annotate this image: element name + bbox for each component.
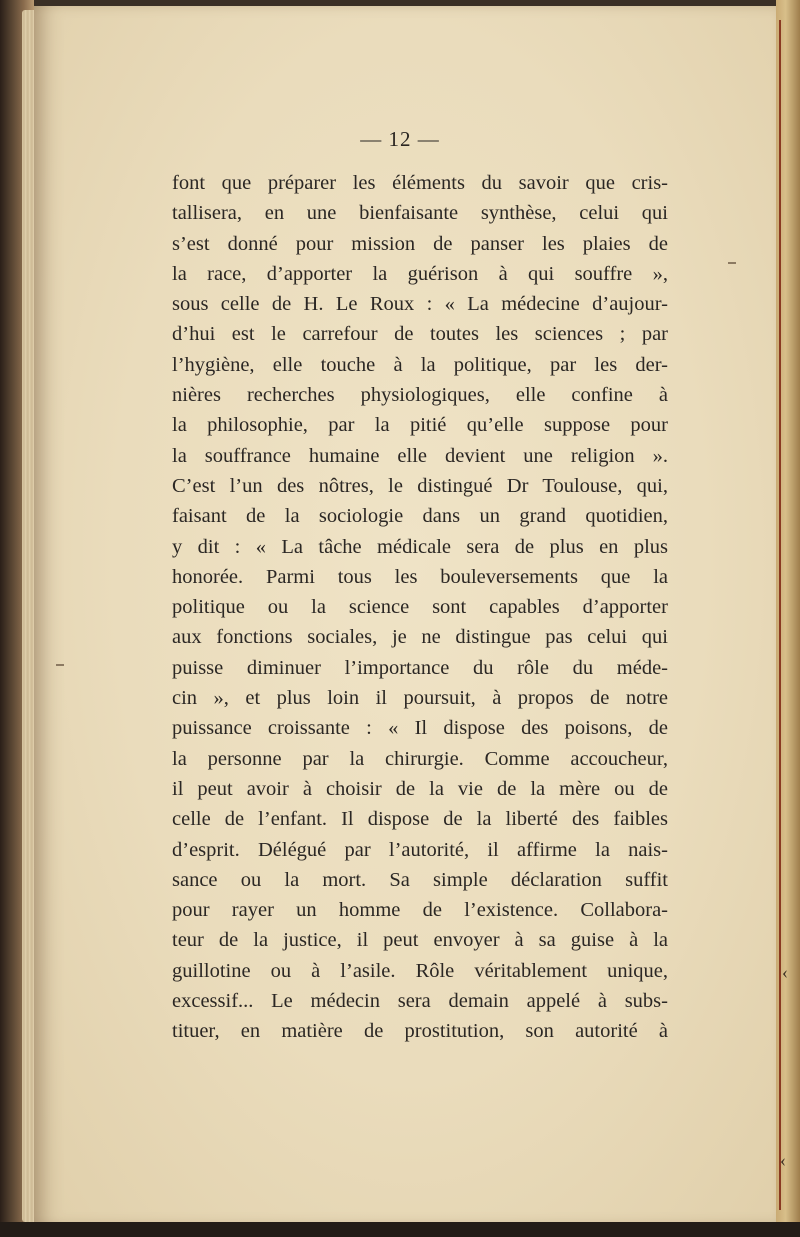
- text-line: faisant de la sociologie dans un grand quotidien,: [172, 505, 668, 528]
- text-line: excessif... Le médecin sera demain appelé à subs-: [172, 990, 668, 1013]
- text-line: la race, d’apporter la guérison à qui souffre »,: [172, 262, 668, 285]
- text-line: la personne par la chirurgie. Comme accoucheur,: [172, 747, 668, 770]
- text-line: honorée. Parmi tous les bouleversements que la: [172, 565, 668, 588]
- text-line: pour rayer un homme de l’existence. Collabora-: [172, 899, 668, 922]
- right-edge-line: [779, 20, 781, 1210]
- text-line: y dit : « La tâche médicale sera de plus en plus: [172, 535, 668, 558]
- bottom-strip: [0, 1222, 800, 1237]
- text-line: puisse diminuer l’importance du rôle du méde-: [172, 656, 668, 679]
- text-line: celle de l’enfant. Il dispose de la liberté des faibles: [172, 808, 668, 831]
- margin-mark: [56, 664, 64, 666]
- text-line: sance ou la mort. Sa simple déclaration suffit: [172, 868, 668, 891]
- margin-mark: [728, 262, 736, 264]
- text-line: s’est donné pour mission de panser les plaies de: [172, 232, 668, 255]
- text-line: politique ou la science sont capables d’apporter: [172, 596, 668, 619]
- text-line: nières recherches physiologiques, elle confine à: [172, 384, 668, 407]
- text-line: sous celle de H. Le Roux : « La médecine d’aujour-: [172, 293, 668, 316]
- text-line: il peut avoir à choisir de la vie de la mère ou de: [172, 777, 668, 800]
- text-line: guillotine ou à l’asile. Rôle véritablement unique,: [172, 959, 668, 982]
- text-line: font que préparer les éléments du savoir que cris-: [172, 172, 668, 194]
- text-line: tallisera, en une bienfaisante synthèse, celui qui: [172, 202, 668, 225]
- text-line: tituer, en matière de prostitution, son autorité à: [172, 1020, 668, 1043]
- page-number: — 12 —: [360, 127, 440, 151]
- text-line: C’est l’un des nôtres, le distingué Dr Toulouse, qui,: [172, 474, 668, 497]
- text-line: d’esprit. Délégué par l’autorité, il affirme la nais-: [172, 838, 668, 861]
- text-line: teur de la justice, il peut envoyer à sa guise à la: [172, 929, 668, 952]
- text-line: la philosophie, par la pitié qu’elle suppose pour: [172, 414, 668, 437]
- text-line: aux fonctions sociales, je ne distingue pas celui qui: [172, 626, 668, 649]
- text-line: cin », et plus loin il poursuit, à propos de notre: [172, 687, 668, 710]
- text-line: l’hygiène, elle touche à la politique, par les der-: [172, 353, 668, 376]
- text-line: puissance croissante : « Il dispose des poisons, de: [172, 717, 668, 740]
- edge-tick-mark: ‹: [780, 1150, 786, 1170]
- text-line: la souffrance humaine elle devient une religion ».: [172, 444, 668, 467]
- text-line: d’hui est le carrefour de toutes les sciences ; par: [172, 323, 668, 346]
- edge-tick-mark: ‹: [782, 962, 788, 982]
- body-text: [172, 168, 668, 1047]
